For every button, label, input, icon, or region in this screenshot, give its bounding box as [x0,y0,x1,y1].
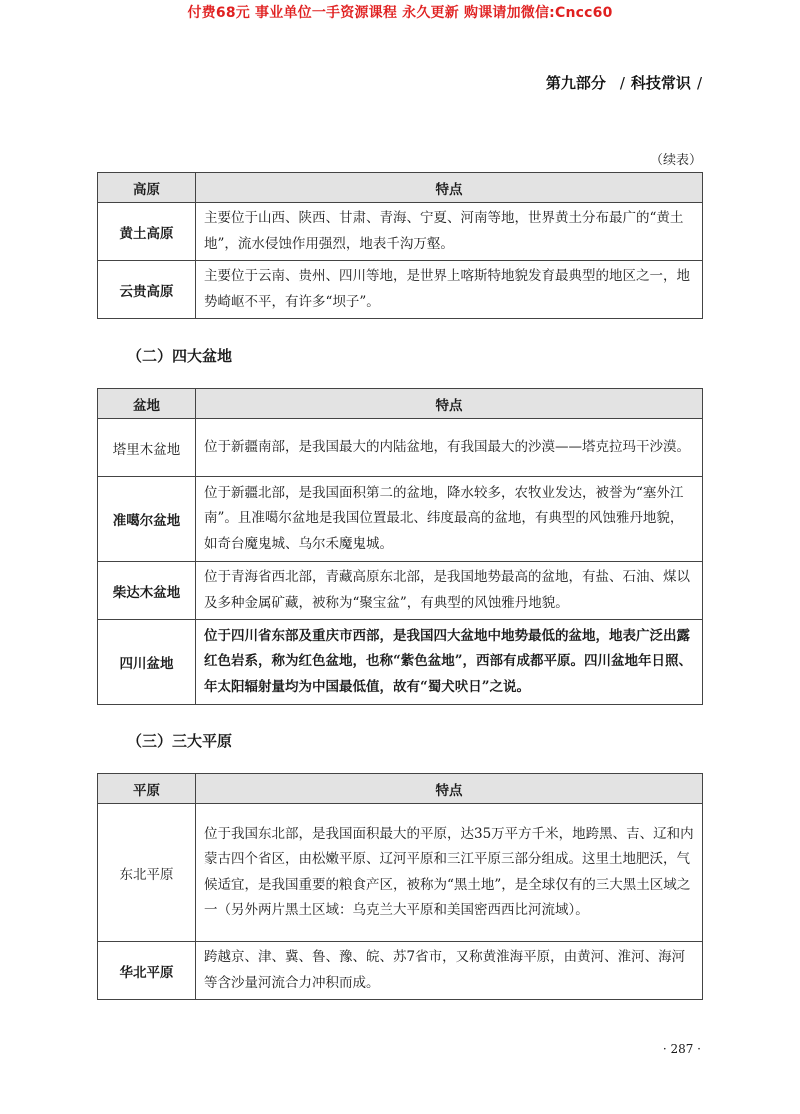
column-header: 盆地 [98,389,196,419]
row-name: 华北平原 [98,942,196,1000]
row-desc: 跨越京、津、冀、鲁、豫、皖、苏7省市，又称黄淮海平原，由黄河、淮河、海河等含沙量河流合力冲积而成。 [196,942,703,1000]
table-row [98,942,703,1000]
table-row [98,562,703,620]
column-header: 特点 [196,774,703,804]
table-row [98,261,703,319]
row-name: 东北平原 [98,804,196,942]
promo-banner: 付费68元 事业单位一手资源课程 永久更新 购课请加微信:Cncc60 [187,5,613,21]
separator-end: / [696,74,702,92]
column-header: 特点 [196,173,703,203]
topic-label: 科技常识 [630,74,691,92]
section-title-basins: （二）四大盆地 [127,347,233,365]
row-name: 准噶尔盆地 [98,477,196,562]
row-desc: 位于我国东北部，是我国面积最大的平原，达35万平方千米，地跨黑、吉、辽和内蒙古四个省区，由松嫩平原、辽河平原和三江平原三部分组成。这里土地肥沃，气候适宜，是我国重要的粮食产区，被称为“黑土地”，是全球仅有的三大黑土区域之一（另外两片黑土区域：乌克兰大平原和美国密西西比河流域）。 [196,804,703,942]
running-head [546,72,702,93]
part-label: 第九部分 [545,74,606,92]
row-desc: 主要位于云南、贵州、四川等地，是世界上喀斯特地貌发育最典型的地区之一，地势崎岖不平，有许多“坝子”。 [196,261,703,319]
column-header: 高原 [98,173,196,203]
continued-label: （续表） [649,153,702,168]
table-row [98,419,703,477]
table-row [98,620,703,705]
basin-table [97,388,703,705]
column-header: 平原 [98,774,196,804]
plain-table [97,773,703,1000]
row-name: 柴达木盆地 [98,562,196,620]
column-header: 特点 [196,389,703,419]
row-name: 黄土高原 [98,203,196,261]
row-desc: 主要位于山西、陕西、甘肃、青海、宁夏、河南等地，世界黄土分布最广的“黄土地”，流水侵蚀作用强烈，地表千沟万壑。 [196,203,703,261]
table-row [98,203,703,261]
table-header-row [98,774,703,804]
table-header-row [98,173,703,203]
plateau-table [97,172,703,319]
row-desc: 位于新疆南部，是我国最大的内陆盆地，有我国最大的沙漠——塔克拉玛干沙漠。 [196,419,703,477]
row-desc: 位于新疆北部，是我国面积第二的盆地，降水较多，农牧业发达，被誉为“塞外江南”。且准噶尔盆地是我国位置最北、纬度最高的盆地，有典型的风蚀雅丹地貌，如奇台魔鬼城、乌尔禾魔鬼城。 [196,477,703,562]
table-row [98,477,703,562]
separator: / [619,74,625,92]
table-row [98,804,703,942]
page-number: · 287 · [662,1042,701,1056]
row-name: 云贵高原 [98,261,196,319]
section-title-plains: （三）三大平原 [127,732,233,750]
table-header-row [98,389,703,419]
row-name: 四川盆地 [98,620,196,705]
row-name: 塔里木盆地 [98,419,196,477]
row-desc: 位于青海省西北部，青藏高原东北部，是我国地势最高的盆地，有盐、石油、煤以及多种金属矿藏，被称为“聚宝盆”，有典型的风蚀雅丹地貌。 [196,562,703,620]
row-desc: 位于四川省东部及重庆市西部，是我国四大盆地中地势最低的盆地，地表广泛出露红色岩系，称为红色盆地，也称“紫色盆地”，西部有成都平原。四川盆地年日照、年太阳辐射量均为中国最低值，故有“蜀犬吠日”之说。 [196,620,703,705]
